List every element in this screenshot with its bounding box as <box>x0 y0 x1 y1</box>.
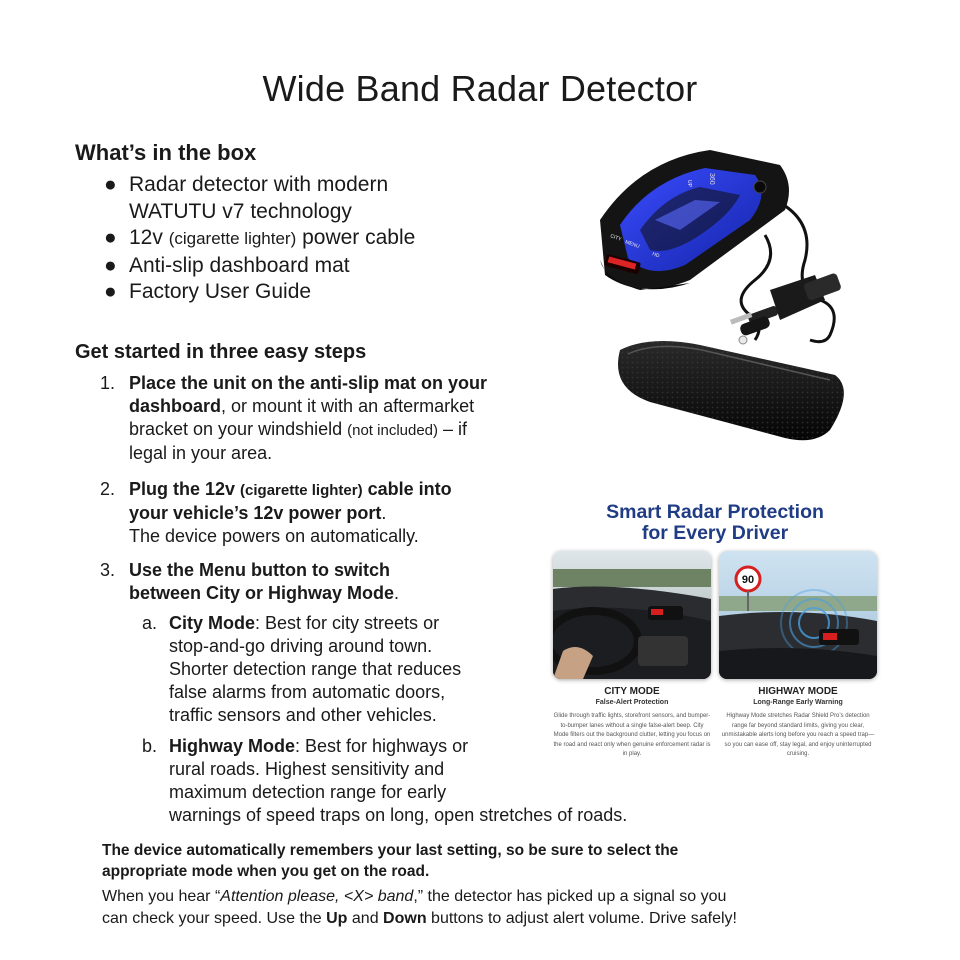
device-button-label: HD <box>651 251 661 260</box>
step-number: 2. <box>100 479 116 499</box>
step-text: . <box>381 503 387 523</box>
step-text: , or mount it with an aftermarket <box>221 396 475 416</box>
item-text: 12v <box>129 226 169 249</box>
sub-number: a. <box>142 613 158 633</box>
city-dashboard-illustration <box>553 551 711 679</box>
step-bold: dashboard <box>129 396 222 416</box>
step-1 <box>100 372 570 465</box>
memory-note <box>102 840 862 882</box>
step-note: (cigarette lighter) <box>240 482 363 499</box>
list-item <box>104 172 415 225</box>
promo-title-line: for Every Driver <box>641 522 789 544</box>
sub-text: stop-and-go driving around town. <box>169 636 433 656</box>
page-title: Wide Band Radar Detector <box>262 68 698 109</box>
step-note: (not included) <box>347 422 439 439</box>
note-text: appropriate mode when you get on the road. <box>102 863 430 880</box>
step-text: bracket on your windshield <box>129 419 348 439</box>
step-bold: Use the Menu button to switch <box>129 560 390 580</box>
anti-slip-mat <box>618 341 844 440</box>
bullet: ● <box>104 253 117 277</box>
note-text: The device automatically remembers your last setting, so be sure to select the <box>102 842 679 859</box>
list-item <box>104 279 415 306</box>
step-text: . <box>394 583 400 603</box>
step-bold: Plug the 12v <box>129 479 241 499</box>
radar-detector <box>600 150 789 290</box>
item-text: Anti-slip dashboard mat <box>129 253 350 277</box>
step-text: The device powers on automatically. <box>129 526 419 546</box>
sub-number: b. <box>142 736 158 756</box>
step-bold: your vehicle’s 12v power port <box>129 503 382 523</box>
step-bold: between City or Highway Mode <box>129 583 395 603</box>
box-list <box>104 172 415 306</box>
note-text: ,” the detector has picked up a signal so you <box>413 888 727 905</box>
sub-text: Shorter detection range that reduces <box>169 659 462 679</box>
mode-name: City Mode <box>169 613 256 633</box>
sub-text: rural roads. Highest sensitivity and <box>169 759 445 779</box>
bullet: ● <box>104 280 117 303</box>
usage-note <box>102 886 882 930</box>
sub-text: traffic sensors and other vehicles. <box>169 705 437 725</box>
city-mode-image <box>553 551 711 679</box>
city-mode-text: Glide through traffic lights, storefront sensors, and bumper-to-bumper lanes without a single false-alert beep. City Mode filters out the background clutter, letting you focus on the road and react only when genuine enforcement radar is in play. <box>553 713 711 757</box>
highway-mode-title: HIGHWAY MODE <box>758 686 838 697</box>
step-2 <box>100 478 570 548</box>
product-image <box>580 140 865 450</box>
highway-mode-subtitle: Long-Range Early Warning <box>753 699 843 706</box>
highway-mode-text: Highway Mode stretches Radar Shield Pro’s detection range far beyond standard limits, giving you clear, unmistakable alerts long before you reach a speed trap—so you can ease off, stay legal, and enjoy uninterrupted cruising. <box>721 713 875 757</box>
step-3a <box>142 612 562 727</box>
sub-text: : Best for city streets or <box>255 613 440 633</box>
up-label: Up <box>326 910 348 927</box>
note-text: When you hear “ <box>102 888 221 905</box>
device-button-label: MENU <box>624 239 641 250</box>
sub-text: : Best for highways or <box>295 736 469 756</box>
city-mode-title: CITY MODE <box>604 686 660 697</box>
item-note: (cigarette lighter) <box>168 229 297 248</box>
step-text: legal in your area. <box>129 443 273 463</box>
down-label: Down <box>383 910 427 927</box>
step-number: 3. <box>100 560 116 580</box>
device-button-label: UP <box>686 180 692 187</box>
item-text: Factory User Guide <box>129 280 312 303</box>
box-heading: What’s in the box <box>75 140 257 165</box>
steps-heading: Get started in three easy steps <box>75 341 367 363</box>
device-button-label: CITY <box>609 233 623 243</box>
bullet: ● <box>104 226 117 249</box>
alert-phrase: Attention please, <X> band <box>220 888 414 905</box>
city-mode-subtitle: False-Alert Protection <box>595 699 669 706</box>
speed-sign-value: 90 <box>741 574 755 586</box>
mode-name: Highway Mode <box>169 736 296 756</box>
sub-text: maximum detection range for early <box>169 782 447 802</box>
list-item <box>104 225 415 253</box>
promo-title-line: Smart Radar Protection <box>606 501 824 523</box>
list-item <box>104 253 415 280</box>
step-number: 1. <box>100 373 116 393</box>
step-bold: Place the unit on the anti-slip mat on your <box>129 373 488 393</box>
highway-dashboard-illustration <box>719 551 877 679</box>
item-text: WATUTU v7 technology <box>129 199 352 223</box>
step-text: – if <box>438 419 468 439</box>
note-text: can check your speed. Use the <box>102 910 327 927</box>
promo-title <box>560 502 870 544</box>
brand-mark: 360 <box>708 173 715 185</box>
bullet: ● <box>104 173 117 196</box>
highway-mode-image <box>719 551 877 679</box>
note-text: and <box>347 910 384 927</box>
sub-text: warnings of speed traps on long, open stretches of roads. <box>169 805 628 825</box>
note-text: buttons to adjust alert volume. Drive safely! <box>426 910 737 927</box>
item-text: Radar detector with modern <box>129 173 389 196</box>
sub-text: false alarms from automatic doors, <box>169 682 446 702</box>
item-text: power cable <box>296 226 416 249</box>
step-bold: cable into <box>362 479 452 499</box>
